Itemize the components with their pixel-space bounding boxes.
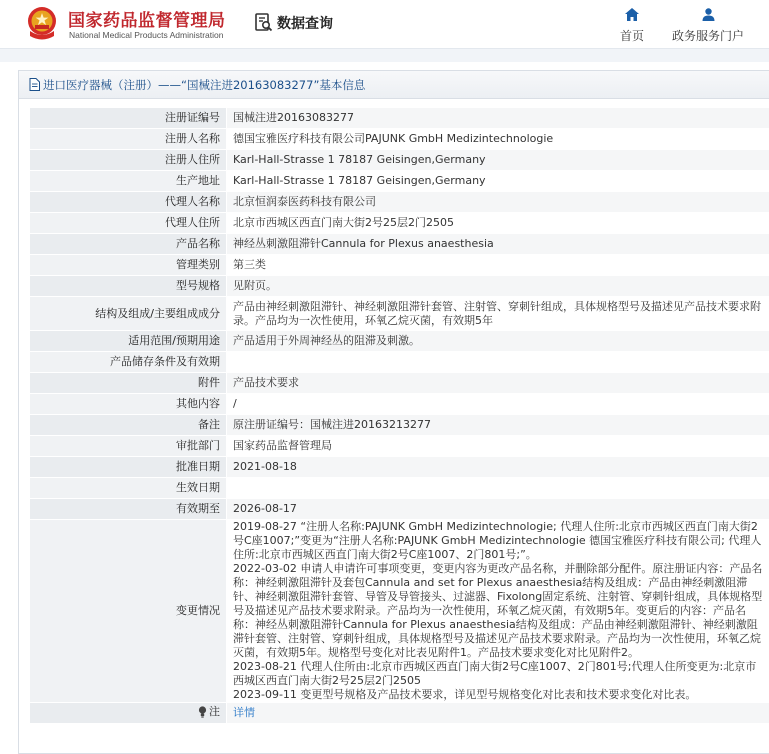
field-value: / — [227, 394, 769, 415]
detail-link[interactable]: 详情 — [233, 706, 255, 719]
field-label: 结构及组成/主要组成成分 — [30, 297, 227, 331]
note-label-wrap — [198, 705, 220, 719]
data-query-link[interactable] — [255, 12, 333, 34]
table-row — [30, 150, 769, 171]
field-label: 代理人住所 — [30, 213, 227, 234]
field-value: 北京恒润泰医药科技有限公司 — [227, 192, 769, 213]
field-value: 2021-08-18 — [227, 457, 769, 478]
nav-home[interactable] — [614, 8, 650, 44]
field-value: 北京市西城区西直门南大街2号25层2门2505 — [227, 213, 769, 234]
table-row — [30, 331, 769, 352]
table-row-note — [30, 703, 769, 724]
field-label: 审批部门 — [30, 436, 227, 457]
field-value: 第三类 — [227, 255, 769, 276]
table-row — [30, 213, 769, 234]
agency-name-cn: 国家药品监督管理局 — [68, 11, 226, 31]
field-label: 产品名称 — [30, 234, 227, 255]
table-row — [30, 436, 769, 457]
emblem-icon — [26, 5, 58, 41]
field-label: 适用范围/预期用途 — [30, 331, 227, 352]
agency-name-en: National Medical Products Administration — [69, 30, 224, 40]
table-row — [30, 373, 769, 394]
field-label: 批准日期 — [30, 457, 227, 478]
table-row — [30, 415, 769, 436]
field-value: 德国宝雅医疗科技有限公司PAJUNK GmbH Medizintechnologie — [227, 129, 769, 150]
field-label: 注册人住所 — [30, 150, 227, 171]
change-entry: 2019-08-27 “注册人名称:PAJUNK GmbH Medizintechnologie; 代理人住所:北京市西城区西直门南大街2号C座1007;”变更为“注册人名称:PAJUNK GmbH Medizintechnologie 德国宝雅医疗科技有限公司; 代理人住所:北京市西城区西直门南大街2号C座1007、2门801号;”。 — [233, 520, 762, 561]
note-value — [227, 703, 769, 724]
field-value: 2026-08-17 — [227, 499, 769, 520]
field-value — [227, 478, 769, 499]
site-header — [0, 0, 769, 48]
field-label: 产品储存条件及有效期 — [30, 352, 227, 373]
field-value: 神经丛刺激阻滞针Cannula for Plexus anaesthesia — [227, 234, 769, 255]
field-value: 国械注进20163083277 — [227, 108, 769, 129]
field-label: 生效日期 — [30, 478, 227, 499]
field-label: 备注 — [30, 415, 227, 436]
field-label: 附件 — [30, 373, 227, 394]
field-value: 国家药品监督管理局 — [227, 436, 769, 457]
table-row — [30, 457, 769, 478]
field-value: 产品适用于外周神经丛的阻滞及刺激。 — [227, 331, 769, 352]
table-row — [30, 171, 769, 192]
data-query-label: 数据查询 — [277, 16, 333, 32]
field-label: 其他内容 — [30, 394, 227, 415]
field-value: 产品技术要求 — [227, 373, 769, 394]
field-value: 原注册证编号：国械注进20163213277 — [227, 415, 769, 436]
record-table — [29, 107, 769, 724]
table-row — [30, 352, 769, 373]
table-row — [30, 192, 769, 213]
field-value-text: 产品由神经刺激阻滞针、神经刺激阻滞针套管、注射管、穿刺针组成，具体规格型号及描述见产品技术要求附录。产品均为一次性使用，环氧乙烷灭菌，有效期5年 — [233, 299, 761, 327]
field-label: 注册人名称 — [30, 129, 227, 150]
field-label: 注册证编号 — [30, 108, 227, 129]
field-label: 有效期至 — [30, 499, 227, 520]
change-entry: 2023-09-11 变更型号规格及产品技术要求，详见型号规格变化对比表和技术要求变化对比表。 — [233, 688, 697, 701]
field-label: 管理类别 — [30, 255, 227, 276]
table-row — [30, 394, 769, 415]
table-row — [30, 255, 769, 276]
field-value — [227, 297, 769, 331]
field-label-changes: 变更情况 — [30, 520, 227, 703]
field-label: 生产地址 — [30, 171, 227, 192]
field-value: Karl-Hall-Strasse 1 78187 Geisingen,Germany — [227, 150, 769, 171]
lightbulb-icon — [198, 706, 207, 718]
change-entry: 2022-03-02 申请人申请许可事项变更，变更内容为更改产品名称，并删除部分配件。原注册证内容：产品名称：神经刺激阻滞针及套包Cannula and set for Plexus anaesthesia结构及组成：产品由神经刺激阻滞针、神经刺激阻滞针套管、导管及导管接头、过滤器、Fixolong固定系统、注射管、穿刺针组成，具体规格型号及描述见产品技术要求附录。产品均为一次性使用，环氧乙烷灭菌，有效期5年。变更后的内容：产品名称：神经丛刺激阻滞针Cannula for Plexus anaesthesia结构及组成：产品由神经刺激阻滞针、神经刺激阻滞针套管、注射管、穿刺针组成，具体规格型号及描述见产品技术要求附录。产品均为一次性使用，环氧乙烷灭菌，有效期5年。规格型号变化对比表见附件1。产品技术要求变化对比见附件2。 — [233, 562, 763, 659]
field-label: 型号规格 — [30, 276, 227, 297]
header-divider — [0, 48, 769, 62]
table-row — [30, 108, 769, 129]
table-row — [30, 478, 769, 499]
field-value: Karl-Hall-Strasse 1 78187 Geisingen,Germany — [227, 171, 769, 192]
field-value: 见附页。 — [227, 276, 769, 297]
breadcrumb-text: 进口医疗器械（注册）——“国械注进20163083277”基本信息 — [43, 77, 366, 92]
field-value — [227, 352, 769, 373]
document-icon — [29, 78, 40, 91]
change-history — [227, 520, 769, 703]
note-label-cell — [30, 703, 227, 724]
home-icon — [625, 8, 639, 21]
table-row — [30, 499, 769, 520]
change-entry: 2023-08-21 代理人住所由:北京市西城区西直门南大街2号C座1007、2门801号;代理人住所变更为:北京市西城区西直门南大街2号25层2门2505 — [233, 660, 757, 687]
nav-portal[interactable] — [668, 8, 748, 44]
note-label: 注 — [209, 704, 220, 718]
field-label: 代理人名称 — [30, 192, 227, 213]
nav-portal-label: 政务服务门户 — [671, 29, 744, 43]
table-row-changes — [30, 520, 769, 703]
user-icon — [702, 8, 715, 21]
table-row — [30, 129, 769, 150]
table-row — [30, 276, 769, 297]
search-doc-icon — [255, 13, 273, 33]
table-row — [30, 234, 769, 255]
breadcrumb — [19, 71, 769, 99]
table-row — [30, 297, 769, 331]
nav-home-label: 首页 — [619, 29, 644, 43]
record-panel — [18, 70, 769, 754]
